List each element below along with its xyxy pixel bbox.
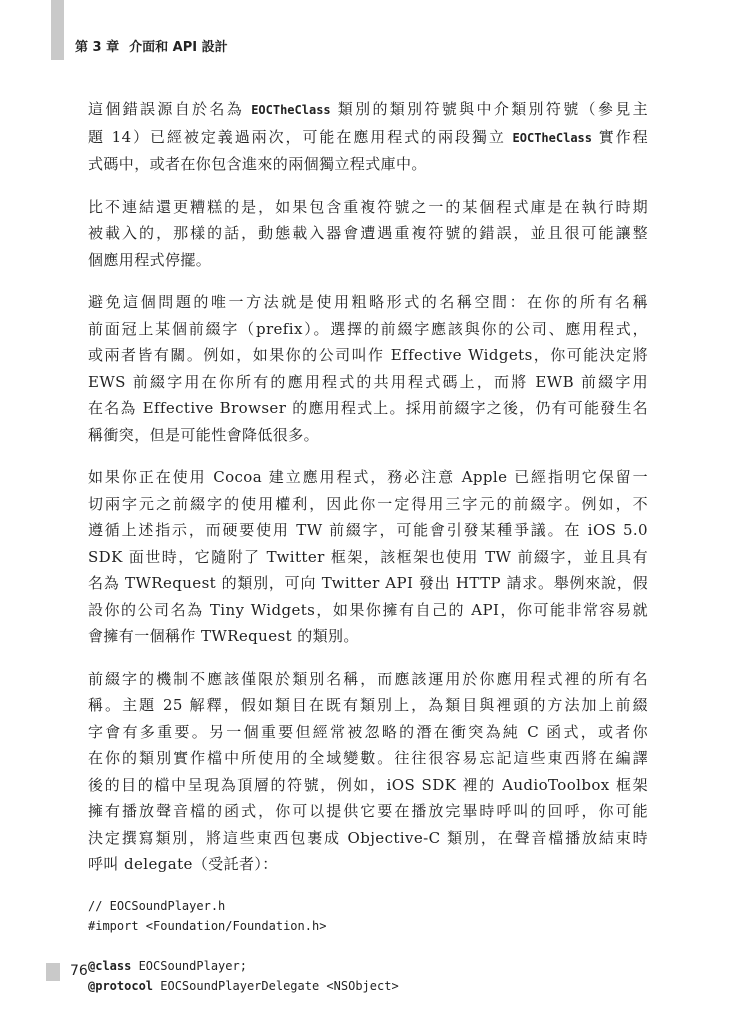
text-line: 題 14）已經被定義過兩次，可能在應用程式的兩段獨立 EOCTheClass 實作程 [88,127,648,146]
text-line: 決定撰寫類別，將這些東西包裹成 Objective-C 類別，在聲音檔播放結束時 [88,828,648,847]
page-body [88,96,648,996]
text-line: 擁有播放聲音檔的函式，你可以提供它要在播放完畢時呼叫的回呼，你可能 [88,802,648,820]
code-keyword: @class [88,958,132,973]
code-text: EOCSoundPlayerDelegate <NSObject> [153,978,399,993]
text-line: 設你的公司名為 Tiny Widgets，如果你擁有自己的 API，你可能非常容易就 [88,600,648,619]
code-text: #import <Foundation/Foundation.h> [88,918,327,933]
text-line: 被載入的，那樣的話，動態載入器會遭遇重複符號的錯誤，並且很可能讓整 [88,224,648,242]
text-line: 會擁有一個稱作 TWRequest 的類別。 [88,627,359,645]
text-line: 個應用程式停擺。 [88,250,212,269]
text-line: 後的目的檔中呈現為頂層的符號，例如，iOS SDK 裡的 AudioToolbox 框架 [88,775,648,794]
text-line: 切兩字元之前綴字的使用權利，因此你一定得用三字元的前綴字。例如，不 [88,494,648,513]
chapter-title: 介面和 API 設計 [129,40,228,55]
code-line [88,916,648,936]
code-line [88,896,648,916]
code-line [88,976,648,996]
code-keyword: @protocol [88,978,154,993]
text-line: 式碼中，或者在你包含進來的兩個獨立程式庫中。 [88,155,427,173]
text-line: 前綴字的機制不應該僅限於類別名稱，而應該運用於你應用程式裡的所有名 [88,669,648,688]
text-line: 在你的類別實作檔中所使用的全域變數。往往很容易忘記這些東西將在編譯 [88,749,648,767]
paragraph [88,289,648,448]
text-line: 如果你正在使用 Cocoa 建立應用程式，務必注意 Apple 已經指明它保留一 [88,468,648,486]
chapter-number: 第 3 章 [75,40,120,55]
inline-code: EOCTheClass [251,103,331,117]
text-line: 在名為 Effective Browser 的應用程式上。採用前綴字之後，仍有可能發生名 [88,399,648,417]
text-line: 稱衝突，但是可能性會降低很多。 [88,425,320,444]
text-line: 前面冠上某個前綴字（prefix）。選擇的前綴字應該與你的公司、應用程式， [88,319,648,338]
code-line [88,956,648,976]
code-text: EOCSoundPlayer; [131,958,247,973]
code-text: // EOCSoundPlayer.h [88,898,226,913]
text-line: 比不連結還更糟糕的是，如果包含重複符號之一的某個程式庫是在執行時期 [88,197,648,216]
text-line: 遵循上述指示，而硬要使用 TW 前綴字，可能會引發某種爭議。在 iOS 5.0 [88,521,648,539]
chapter-header [75,36,228,55]
paragraph [88,194,648,274]
top-decorative-bar [51,0,64,60]
paragraph [88,666,648,878]
text-line: 名為 TWRequest 的類別，可向 Twitter API 發出 HTTP 請求。舉例來說，假 [88,574,648,592]
paragraph-container [88,96,648,878]
paragraph [88,464,648,650]
footer-decorative-bar [46,963,60,981]
code-block [88,896,648,996]
inline-code: EOCTheClass [512,130,592,145]
text-line: 稱。主題 25 解釋，假如類目在既有類別上，為類目與裡頭的方法加上前綴 [88,696,648,714]
text-line: EWS 前綴字用在你所有的應用程式的共用程式碼上，而將 EWB 前綴字用 [88,372,648,391]
page-number: 76 [70,963,88,979]
code-line [88,936,648,956]
text-line: 字會有多重要。另一個重要但經常被忽略的潛在衝突為純 C 函式，或者你 [88,722,648,741]
text-line: 或兩者皆有關。例如，如果你的公司叫作 Effective Widgets，你可能決定將 [88,346,648,364]
text-line: 呼叫 delegate（受託者）： [88,855,278,873]
text-line: 避免這個問題的唯一方法就是使用粗略形式的名稱空間：在你的所有名稱 [88,293,648,311]
text-line: 這個錯誤源自於名為 EOCTheClass 類別的類別符號與中介類別符號（參見主 [88,100,648,118]
text-line: SDK 面世時，它隨附了 Twitter 框架，該框架也使用 TW 前綴字，並且具有 [88,547,648,566]
paragraph [88,96,648,178]
